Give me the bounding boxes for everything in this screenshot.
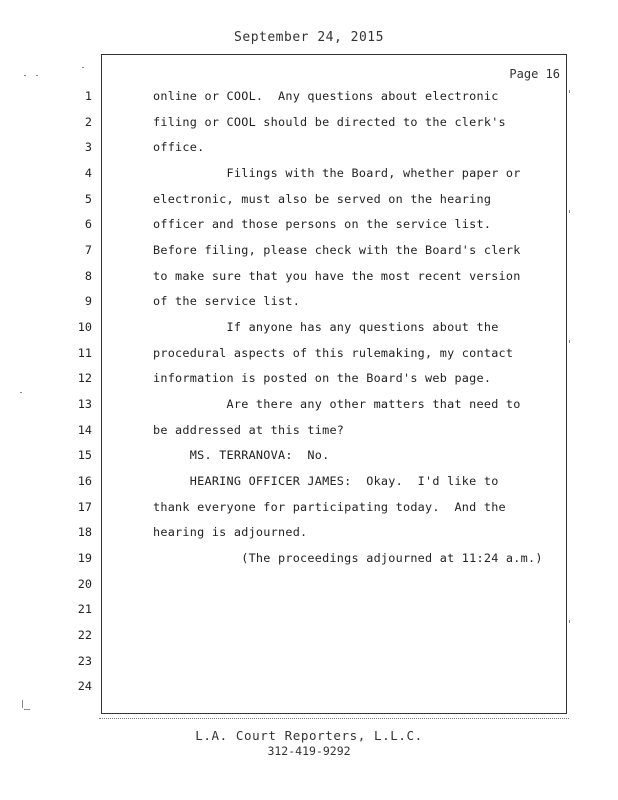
line-number: 19: [77, 551, 92, 565]
line-number: 15: [77, 448, 92, 462]
scan-speck: [22, 700, 23, 708]
line-number: 17: [77, 500, 92, 514]
line-number: 21: [77, 602, 92, 616]
scan-speck: [569, 210, 570, 213]
scan-speck: [36, 75, 38, 76]
scan-speck: [20, 392, 22, 393]
scan-speck: [569, 620, 570, 623]
line-text: electronic, must also be served on the hearing: [153, 192, 492, 206]
transcript-line: [0, 525, 618, 545]
line-text: Filings with the Board, whether paper or: [153, 166, 521, 180]
line-number: 22: [77, 628, 92, 642]
line-text: filing or COOL should be directed to the clerk's: [153, 115, 506, 129]
line-number: 24: [77, 679, 92, 693]
transcript-date: September 24, 2015: [234, 30, 384, 45]
transcript-line: [0, 166, 618, 186]
transcript-line: [0, 474, 618, 494]
court-reporter-phone: 312-419-9292: [267, 744, 351, 758]
line-text: hearing is adjourned.: [153, 525, 308, 539]
line-number: 4: [84, 166, 92, 180]
line-text: HEARING OFFICER JAMES: Okay. I'd like to: [153, 474, 499, 488]
line-text: of the service list.: [153, 294, 301, 308]
line-text: officer and those persons on the service list.: [153, 217, 492, 231]
line-text: Are there any other matters that need to: [153, 397, 521, 411]
transcript-line: [0, 269, 618, 289]
transcript-line: [0, 602, 618, 622]
line-number: 3: [84, 140, 92, 154]
transcript-line: [0, 89, 618, 109]
line-number: 2: [84, 115, 92, 129]
scan-speck: [24, 75, 26, 76]
line-number: 13: [77, 397, 92, 411]
transcript-line: [0, 243, 618, 263]
line-text: If anyone has any questions about the: [153, 320, 499, 334]
line-text: procedural aspects of this rulemaking, my contact: [153, 346, 514, 360]
line-text: Before filing, please check with the Board's clerk: [153, 243, 521, 257]
line-text: MS. TERRANOVA: No.: [153, 448, 330, 462]
line-number: 7: [84, 243, 92, 257]
line-number: 6: [84, 217, 92, 231]
line-text: online or COOL. Any questions about electronic: [153, 89, 499, 103]
transcript-line: [0, 679, 618, 699]
line-number: 8: [84, 269, 92, 283]
line-number: 20: [77, 577, 92, 591]
line-text: (The proceedings adjourned at 11:24 a.m.): [153, 551, 543, 565]
transcript-line: [0, 423, 618, 443]
transcript-line: [0, 551, 618, 571]
scan-speck: [569, 340, 570, 343]
transcript-line: [0, 294, 618, 314]
scan-speck: [24, 709, 30, 710]
line-number: 16: [77, 474, 92, 488]
transcript-line: [0, 115, 618, 135]
line-text: office.: [153, 140, 205, 154]
line-number: 18: [77, 525, 92, 539]
line-text: to make sure that you have the most recent version: [153, 269, 521, 283]
transcript-line: [0, 448, 618, 468]
court-reporter-name: L.A. Court Reporters, L.L.C.: [195, 728, 423, 743]
line-number: 12: [77, 371, 92, 385]
line-number: 11: [77, 346, 92, 360]
scan-speck: [82, 67, 84, 68]
line-number: 14: [77, 423, 92, 437]
transcript-line: [0, 500, 618, 520]
transcript-line: [0, 320, 618, 340]
page-number: Page 16: [509, 67, 560, 81]
line-number: 1: [84, 89, 92, 103]
transcript-line: [0, 192, 618, 212]
line-number: 9: [84, 294, 92, 308]
line-text: be addressed at this time?: [153, 423, 345, 437]
transcript-line: [0, 654, 618, 674]
transcript-line: [0, 371, 618, 391]
transcript-line: [0, 397, 618, 417]
line-text: thank everyone for participating today. And the: [153, 500, 506, 514]
line-number: 10: [77, 320, 92, 334]
scan-speck: [569, 90, 570, 93]
transcript-line: [0, 140, 618, 160]
line-number: 5: [84, 192, 92, 206]
transcript-line: [0, 577, 618, 597]
transcript-line: [0, 628, 618, 648]
line-text: information is posted on the Board's web page.: [153, 371, 492, 385]
transcript-line: [0, 346, 618, 366]
transcript-line: [0, 217, 618, 237]
line-number: 23: [77, 654, 92, 668]
